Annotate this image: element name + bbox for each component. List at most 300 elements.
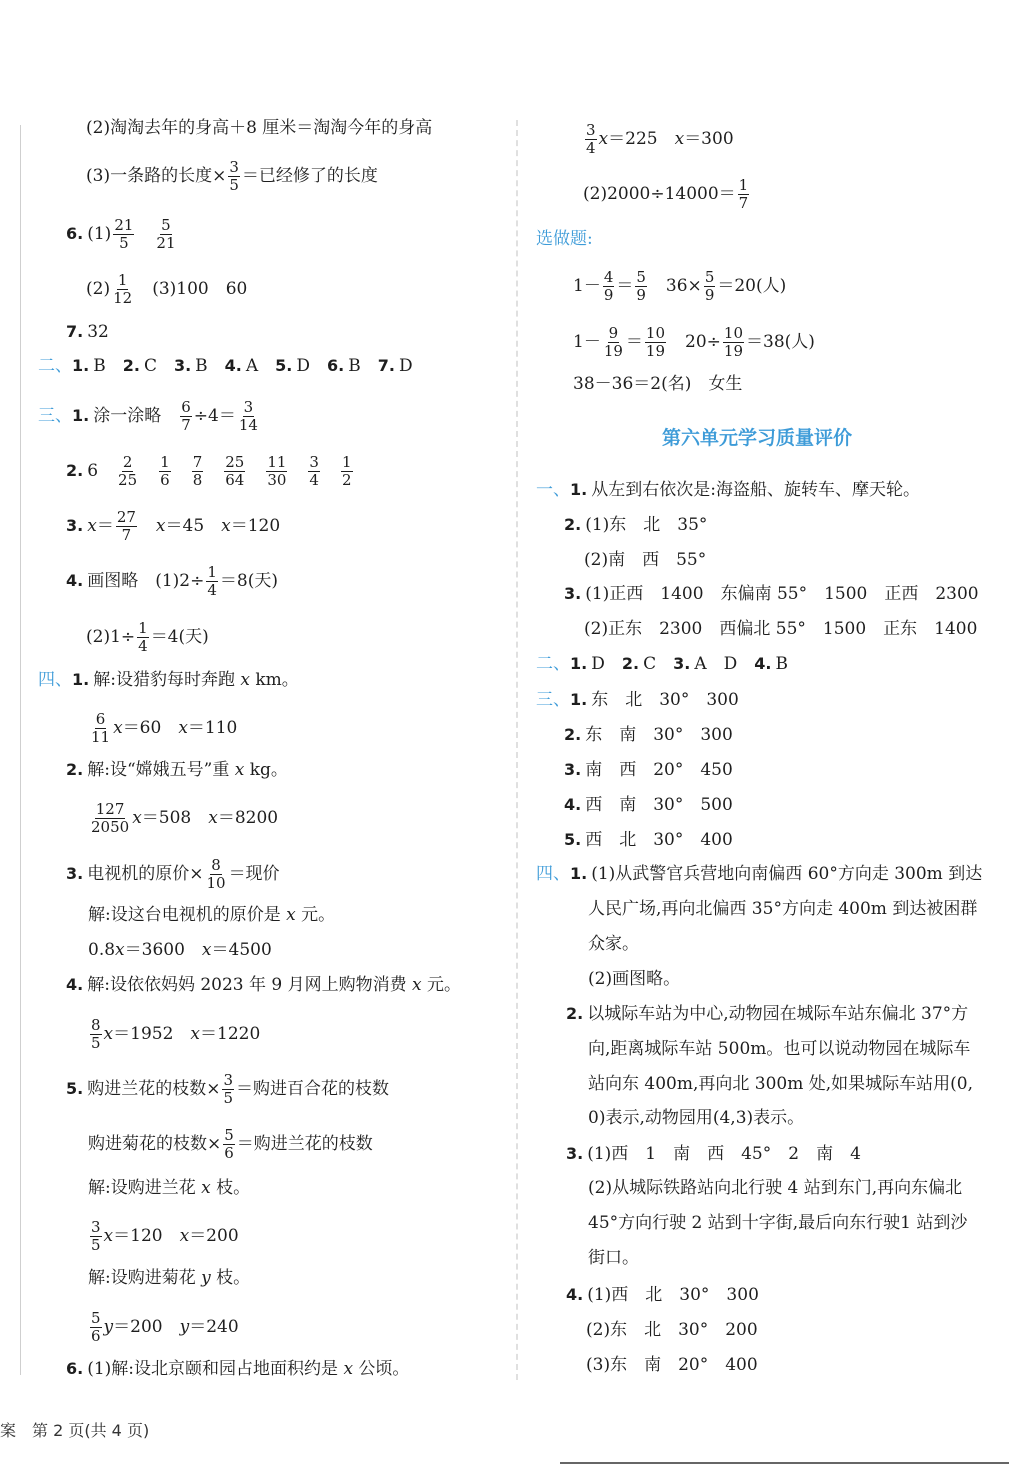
- text: ＝110: [187, 718, 238, 738]
- answer: D: [398, 356, 413, 376]
- text: ＝8(天): [219, 571, 278, 591]
- fraction: [90, 802, 130, 835]
- item-number: 2.: [564, 725, 582, 744]
- item-number: 7.: [377, 356, 395, 375]
- text: ＝8200: [217, 808, 279, 828]
- line-r7: [536, 478, 920, 502]
- text: ＝现价: [228, 864, 280, 884]
- text: (1)东 北 35°: [585, 515, 708, 535]
- text: 西 北 30° 400: [585, 830, 733, 850]
- item-number: 5.: [275, 356, 293, 375]
- text: ＝购进兰花的枝数: [236, 1134, 373, 1154]
- variable: y: [179, 1317, 190, 1337]
- fraction: [90, 1220, 102, 1253]
- variable: x: [234, 760, 245, 780]
- answer: D: [296, 356, 311, 376]
- denominator: 9: [636, 286, 646, 304]
- variable: x: [286, 905, 296, 925]
- text: kg。: [244, 760, 288, 780]
- denominator: 19: [645, 342, 666, 360]
- fraction: [155, 218, 176, 251]
- item-number: 6.: [66, 224, 84, 243]
- optional-section-label: 选做题:: [536, 229, 593, 249]
- variable: x: [155, 516, 166, 536]
- item-number: 7.: [66, 322, 84, 341]
- denominator: 5: [91, 1236, 101, 1254]
- line-l2: [86, 160, 378, 193]
- text: (3)东 南 20° 400: [586, 1355, 758, 1375]
- text: 38－36＝2(名) 女生: [573, 374, 743, 394]
- denominator: 5: [223, 1089, 234, 1107]
- page-footer: 案 第 2 页(共 4 页): [0, 1421, 150, 1440]
- line-l26: [88, 1311, 239, 1344]
- line-r9: [584, 548, 706, 572]
- text: (2): [86, 279, 111, 299]
- fraction: [117, 455, 138, 488]
- line-l7: [38, 400, 261, 433]
- item-number: 2.: [621, 654, 640, 673]
- text: 东 北 30° 300: [591, 690, 739, 710]
- text: 涂一涂略: [93, 406, 162, 426]
- variable: x: [201, 940, 212, 960]
- fraction: [159, 455, 171, 488]
- fraction: [723, 326, 744, 359]
- answer: C: [643, 654, 657, 674]
- denominator: 5: [119, 234, 129, 252]
- numerator: 9: [608, 324, 619, 342]
- numerator: 3: [243, 398, 254, 416]
- line-l18: [88, 938, 272, 962]
- text: (1)正西 1400 东偏南 55° 1500 正西 2300: [585, 584, 979, 604]
- fraction: [206, 565, 218, 598]
- item-number: 3.: [564, 584, 582, 603]
- fraction: [704, 270, 716, 303]
- variable: x: [201, 1178, 211, 1198]
- item-number: 1.: [72, 356, 90, 375]
- denominator: 4: [309, 471, 319, 489]
- numerator: 3: [91, 1218, 101, 1236]
- line-l15: [88, 802, 278, 835]
- text: (2)南 西 55°: [584, 550, 707, 570]
- denominator: 19: [723, 342, 743, 360]
- answer: D: [591, 654, 605, 674]
- numerator: 5: [91, 1309, 101, 1327]
- fraction: [224, 455, 245, 488]
- line-r13: [536, 688, 739, 712]
- numerator: 11: [267, 453, 287, 471]
- numerator: 5: [224, 1126, 234, 1144]
- variable: x: [115, 940, 125, 960]
- text: 32: [87, 322, 109, 342]
- fraction: [180, 400, 192, 433]
- section-marker: 二、: [536, 654, 570, 674]
- item-number: 1.: [570, 864, 588, 883]
- item-number: 2.: [66, 461, 84, 480]
- item-number: 3.: [566, 1144, 584, 1163]
- fraction: [228, 160, 240, 193]
- text: ＝38(人): [746, 332, 815, 352]
- text: (2)东 北 30° 200: [586, 1320, 758, 1340]
- text: 众家。: [588, 934, 639, 954]
- variable: x: [221, 516, 231, 536]
- line-l16: [66, 858, 280, 891]
- line-l21: [66, 1073, 389, 1106]
- section-marker: 三、: [536, 690, 570, 710]
- fraction: [112, 273, 133, 306]
- item-number: 1.: [570, 690, 588, 709]
- denominator: 5: [91, 1034, 101, 1052]
- item-number: 2.: [564, 515, 582, 534]
- numerator: 27: [116, 508, 136, 526]
- line-l4: [86, 273, 247, 306]
- line-r27: [588, 1176, 962, 1200]
- text: 0.8: [88, 940, 116, 960]
- text: 画图略 (1)2÷: [87, 571, 205, 591]
- fraction: [238, 400, 259, 433]
- line-r1: [583, 123, 734, 156]
- numerator: 127: [95, 800, 125, 818]
- denominator: 5: [229, 176, 239, 194]
- line-l24: [88, 1220, 239, 1253]
- text: ＝购进百合花的枝数: [236, 1079, 390, 1099]
- variable: x: [412, 975, 422, 995]
- numerator: 1: [207, 563, 217, 581]
- column-divider: [516, 120, 518, 1380]
- left-margin-line: [20, 125, 21, 1375]
- variable: x: [178, 718, 188, 738]
- text: 街口。: [588, 1248, 639, 1268]
- text: ＝300: [684, 129, 734, 149]
- text: km。: [249, 670, 299, 690]
- text: 解:设依依妈妈 2023 年 9 月网上购物消费: [87, 975, 413, 995]
- line-l22: [88, 1128, 373, 1161]
- line-r31: [586, 1318, 758, 1342]
- text: ＝508: [141, 808, 192, 828]
- line-l25: [88, 1266, 250, 1290]
- section-marker: 四、: [38, 670, 72, 690]
- text: 电视机的原价×: [87, 864, 204, 884]
- line-r22: [566, 1002, 968, 1026]
- text: 枝。: [210, 1268, 251, 1288]
- text: 解:设这台电视机的原价是: [88, 905, 287, 925]
- item-number: 1.: [570, 654, 588, 673]
- fraction: [113, 218, 134, 251]
- text: ＝4(天): [150, 627, 209, 647]
- text: 解:设购进兰花: [88, 1178, 202, 1198]
- text: ＝: [625, 332, 643, 352]
- answer: B: [93, 356, 106, 376]
- fraction: [738, 178, 750, 211]
- numerator: 1: [117, 271, 128, 289]
- fraction: [635, 270, 647, 303]
- fraction: [137, 621, 149, 654]
- text: ＝4500: [211, 940, 272, 960]
- item-number: 4.: [564, 795, 582, 814]
- line-r25: [588, 1106, 804, 1130]
- line-r16: [564, 793, 733, 817]
- numerator: 8: [211, 856, 221, 874]
- text: 元。: [295, 905, 336, 925]
- line-l3: [66, 218, 179, 251]
- text: (1)从武警官兵营地向南偏西 60°方向走 300m 到达: [591, 864, 983, 884]
- line-l19: [66, 973, 461, 997]
- item-number: 4.: [566, 1285, 584, 1304]
- numerator: 25: [225, 453, 245, 471]
- text: ＝45: [165, 516, 205, 536]
- denominator: 19: [603, 342, 623, 360]
- line-r4: [573, 270, 786, 303]
- denominator: 4: [207, 581, 217, 599]
- text: 向,距离城际车站 500m。也可以说动物园在城际车: [588, 1039, 971, 1059]
- text: 解:设猎豹每时奔跑: [93, 670, 241, 690]
- text: ＝1220: [200, 1024, 261, 1044]
- answer: B: [195, 356, 208, 376]
- text: 南 西 20° 450: [585, 760, 733, 780]
- answer: A: [245, 356, 259, 376]
- numerator: 1: [160, 453, 170, 471]
- text: 20÷: [685, 332, 721, 352]
- fraction: [116, 510, 137, 543]
- item-number: 3.: [66, 516, 84, 535]
- item-number: 4.: [754, 654, 772, 673]
- denominator: 7: [181, 416, 191, 434]
- variable: x: [103, 1024, 114, 1044]
- denominator: 4: [138, 637, 148, 655]
- text: 解:设“嫦娥五号”重: [87, 760, 235, 780]
- variable: x: [598, 129, 609, 149]
- fraction: [266, 455, 287, 488]
- text: ＝已经修了的长度: [241, 166, 378, 186]
- text: (2)2000÷14000＝: [583, 184, 736, 204]
- fraction: [308, 455, 320, 488]
- text: 1－: [573, 332, 601, 352]
- fraction: [223, 1128, 235, 1161]
- variable: x: [132, 808, 142, 828]
- denominator: 6: [224, 1144, 234, 1162]
- text: 0)表示,动物园用(4,3)表示。: [588, 1108, 805, 1128]
- numerator: 5: [636, 268, 646, 286]
- text: (2)淘淘去年的身高＋8 厘米＝淘淘今年的身高: [86, 118, 433, 138]
- line-r11: [584, 617, 977, 641]
- line-r26: [566, 1142, 861, 1166]
- text: ＝: [96, 516, 114, 536]
- fraction: [192, 455, 204, 488]
- item-number: 3.: [673, 654, 691, 673]
- fraction: [645, 326, 666, 359]
- text: (2)画图略。: [588, 969, 681, 989]
- line-r8: [564, 513, 707, 537]
- answer: B: [775, 654, 788, 674]
- text: 45°方向行驶 2 站到十字街,最后向东行驶1 站到沙: [588, 1213, 968, 1233]
- fraction: [603, 326, 624, 359]
- text: 以城际车站为中心,动物园在城际车站东偏北 37°方: [587, 1004, 969, 1024]
- numerator: 8: [91, 1016, 101, 1034]
- text: (2)正东 2300 西偏北 55° 1500 正东 1400: [584, 619, 978, 639]
- item-number: 4.: [66, 975, 84, 994]
- text: ÷4＝: [193, 406, 236, 426]
- text: 1－: [573, 276, 601, 296]
- numerator: 10: [645, 324, 666, 342]
- numerator: 3: [586, 121, 596, 139]
- denominator: 10: [206, 874, 226, 892]
- variable: x: [179, 1226, 190, 1246]
- denominator: 7: [738, 194, 749, 212]
- text: 解:设购进菊花: [88, 1268, 202, 1288]
- line-l17: [88, 903, 335, 927]
- item-number: 3.: [66, 864, 84, 883]
- line-r15: [564, 758, 733, 782]
- line-l6: [38, 354, 413, 378]
- denominator: 6: [91, 1327, 101, 1345]
- text: 购进兰花的枝数×: [87, 1079, 221, 1099]
- line-r5: [573, 326, 815, 359]
- text: 东 南 30° 300: [585, 725, 733, 745]
- item-number: 2.: [566, 1004, 584, 1023]
- numerator: 1: [138, 619, 148, 637]
- line-l14: [66, 758, 288, 782]
- text: ＝120: [113, 1226, 163, 1246]
- line-l12: [38, 668, 299, 692]
- numerator: 5: [161, 216, 171, 234]
- line-r28: [588, 1211, 967, 1235]
- numerator: 21: [114, 216, 134, 234]
- line-l20: [88, 1018, 260, 1051]
- line-r23: [588, 1037, 970, 1061]
- fraction: [585, 123, 597, 156]
- line-l5: [66, 320, 109, 344]
- denominator: 12: [113, 289, 133, 307]
- fraction: [603, 270, 615, 303]
- text: ＝200: [189, 1226, 239, 1246]
- text: 站向东 400m,再向北 300m 处,如果城际车站用(0,: [588, 1074, 974, 1094]
- unit-six-title: 第六单元学习质量评价: [662, 427, 853, 449]
- variable: x: [674, 129, 685, 149]
- line-r6: [573, 372, 742, 396]
- denominator: 9: [603, 286, 614, 304]
- text: (2)1÷: [86, 627, 136, 647]
- denominator: 9: [704, 286, 715, 304]
- line-l9: [66, 510, 280, 543]
- item-number: 4.: [66, 571, 84, 590]
- text: (1)西 北 30° 300: [587, 1285, 759, 1305]
- text: 6: [87, 461, 99, 481]
- item-number: 2.: [66, 760, 84, 779]
- variable: y: [103, 1317, 114, 1337]
- line-r17: [564, 828, 733, 852]
- fraction: [90, 712, 111, 745]
- numerator: 1: [738, 176, 749, 194]
- item-number: 6.: [66, 1359, 84, 1378]
- line-r14: [564, 723, 733, 747]
- line-l27: [66, 1357, 409, 1381]
- numerator: 3: [309, 453, 319, 471]
- line-l1: [86, 116, 432, 140]
- text: (3)100 60: [152, 279, 248, 299]
- fraction: [222, 1073, 234, 1106]
- item-number: 4.: [224, 356, 242, 375]
- section-marker: 一、: [536, 480, 570, 500]
- denominator: 21: [156, 234, 176, 252]
- numerator: 2: [122, 453, 133, 471]
- denominator: 25: [118, 471, 138, 489]
- text: ＝120: [230, 516, 281, 536]
- numerator: 10: [723, 324, 743, 342]
- line-l11: [86, 621, 209, 654]
- text: 36×: [665, 276, 702, 296]
- text: (3)一条路的长度×: [86, 166, 227, 186]
- variable: x: [240, 670, 250, 690]
- item-number: 1.: [72, 406, 90, 425]
- denominator: 14: [238, 416, 258, 434]
- line-r12: [536, 652, 788, 676]
- fraction: [90, 1018, 102, 1051]
- section-marker: 四、: [536, 864, 570, 884]
- denominator: 8: [192, 471, 203, 489]
- denominator: 2: [341, 471, 352, 489]
- variable: x: [103, 1226, 114, 1246]
- line-l10: [66, 565, 278, 598]
- line-r2: [583, 178, 751, 211]
- denominator: 30: [267, 471, 287, 489]
- variable: y: [201, 1268, 211, 1288]
- text: ＝60: [122, 718, 162, 738]
- answer: B: [348, 356, 361, 376]
- text: ＝225: [608, 129, 658, 149]
- section-marker: 三、: [38, 406, 72, 426]
- line-l8: [66, 455, 355, 488]
- item-number: 1.: [570, 480, 588, 499]
- item-number: 5.: [564, 830, 582, 849]
- variable: x: [190, 1024, 200, 1044]
- variable: x: [113, 718, 123, 738]
- line-l23: [88, 1176, 250, 1200]
- fraction: [205, 858, 226, 891]
- variable: x: [87, 516, 97, 536]
- text: 公顷。: [353, 1359, 410, 1379]
- item-number: 1.: [72, 670, 90, 689]
- denominator: 6: [160, 471, 170, 489]
- line-r18: [536, 862, 982, 886]
- bottom-rule: [560, 1462, 1009, 1464]
- line-r20: [588, 932, 639, 956]
- numerator: 5: [704, 268, 715, 286]
- denominator: 11: [91, 728, 111, 746]
- line-r24: [588, 1072, 973, 1096]
- line-r30: [566, 1283, 759, 1307]
- line-r21: [588, 967, 680, 991]
- text: 从左到右依次是:海盗船、旋转车、摩天轮。: [591, 480, 920, 500]
- text: 西 南 30° 500: [585, 795, 733, 815]
- text: ＝1952: [113, 1024, 174, 1044]
- line-r10: [564, 582, 979, 606]
- text: (2)从城际铁路站向北行驶 4 站到东门,再向东偏北: [588, 1178, 963, 1198]
- text: 购进菊花的枝数×: [88, 1134, 222, 1154]
- line-l13: [88, 712, 237, 745]
- fraction: [341, 455, 353, 488]
- numerator: 6: [95, 710, 106, 728]
- variable: x: [208, 808, 218, 828]
- text: ＝: [616, 276, 634, 296]
- item-number: 2.: [122, 356, 140, 375]
- item-number: 3.: [564, 760, 582, 779]
- text: (1): [87, 224, 112, 244]
- answer: C: [143, 356, 157, 376]
- denominator: 2050: [91, 818, 130, 836]
- item-number: 5.: [66, 1079, 84, 1098]
- text: ＝20(人): [717, 276, 787, 296]
- denominator: 4: [586, 139, 596, 157]
- denominator: 64: [225, 471, 245, 489]
